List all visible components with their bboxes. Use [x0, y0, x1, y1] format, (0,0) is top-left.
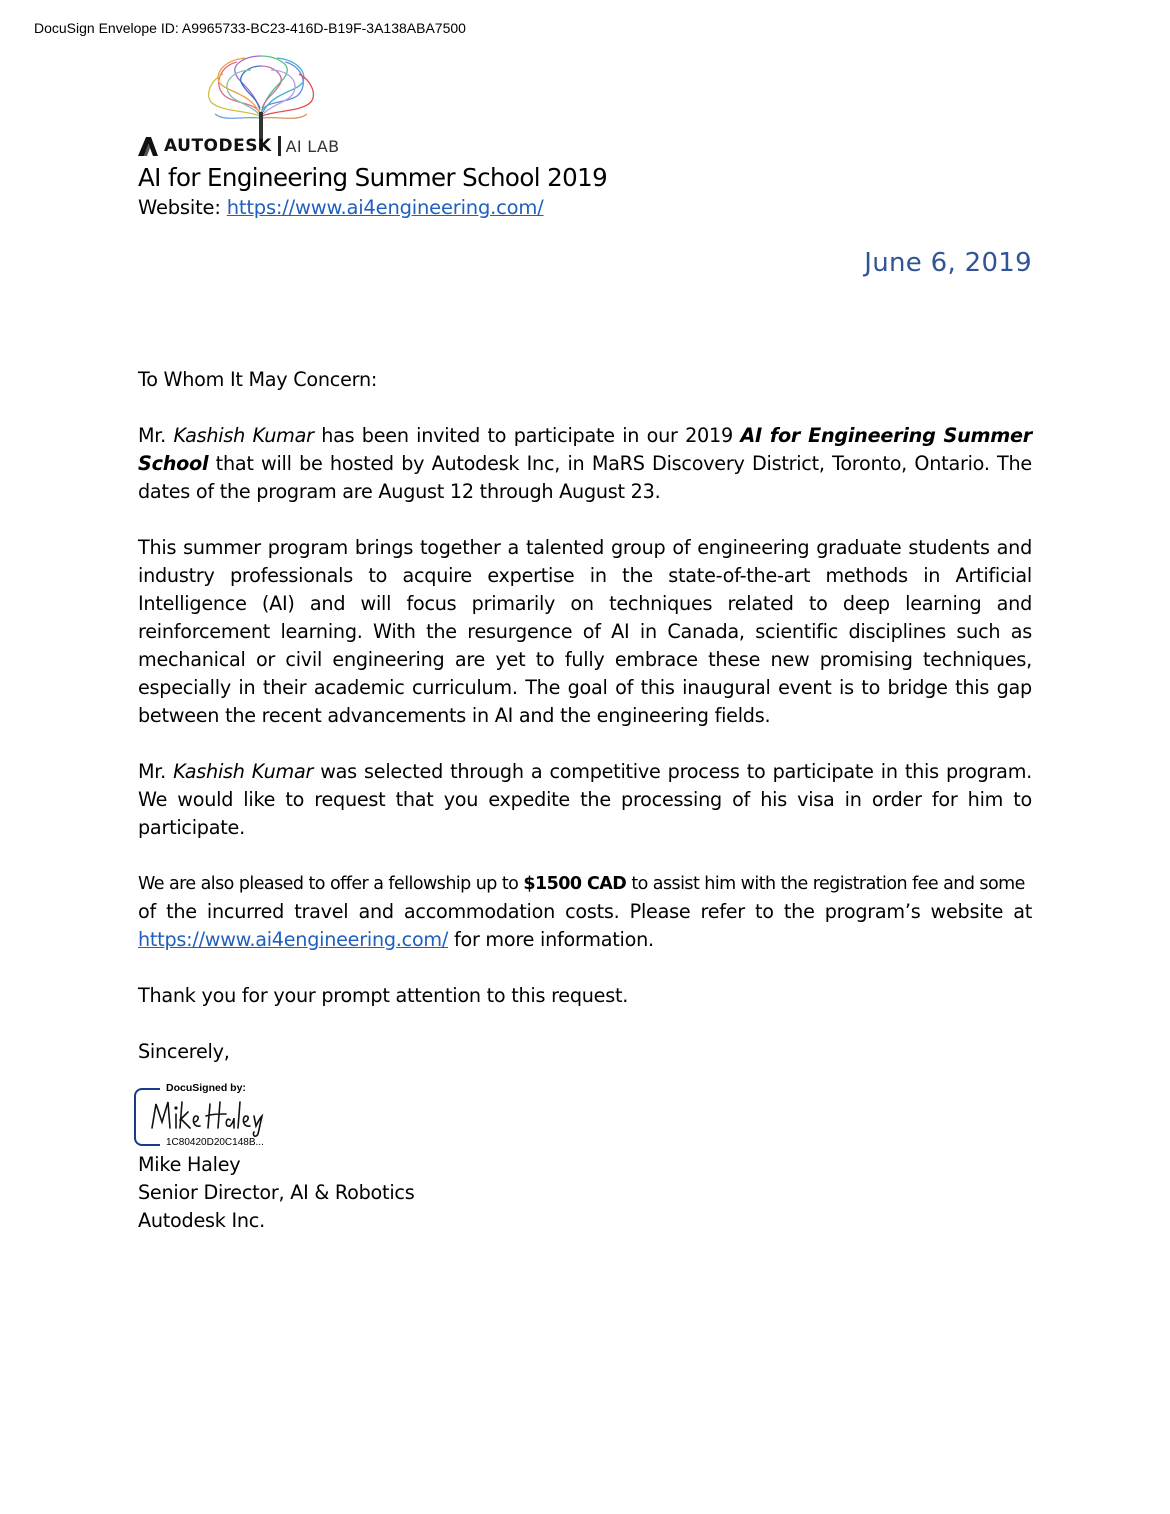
signer-company: Autodesk Inc.	[138, 1209, 265, 1232]
participant-name: Kashish Kumar	[173, 424, 314, 447]
fellowship-text: We are also pleased to offer a fellowship up to	[138, 874, 519, 894]
signer-title: Senior Director, AI & Robotics	[138, 1181, 415, 1204]
signature-script-text: Mike Haley	[148, 1092, 153, 1093]
invitation-text: has been invited to participate in our 2019	[321, 424, 733, 447]
more-info-text: for more information.	[453, 928, 654, 951]
salutation	[138, 366, 1032, 394]
prefix: Mr.	[138, 424, 167, 447]
website-label: Website:	[138, 196, 221, 219]
thanks	[138, 982, 1032, 1010]
signature-id: 1C80420D20C148B...	[166, 1137, 264, 1148]
invitation-details: that will be hosted by Autodesk Inc, in MaRS Discovery District, Toronto, Ontario. The dates of the program are August 12 through August 23.	[138, 452, 1032, 503]
program-name: AI for Engineering Summer School	[138, 424, 1032, 475]
participant-name: Kashish Kumar	[173, 760, 314, 783]
salutation-text: To Whom It May Concern:	[138, 368, 378, 391]
logo-unit-text: AI LAB	[285, 136, 340, 156]
signer-block	[138, 1151, 414, 1235]
website-link[interactable]: https://www.ai4engineering.com/	[226, 196, 544, 219]
website-line	[138, 196, 544, 219]
program-website-link[interactable]: https://www.ai4engineering.com/	[138, 928, 449, 951]
docusign-signature-block	[134, 1082, 274, 1146]
autodesk-ai-lab-logo	[137, 52, 347, 160]
paragraph-invitation	[138, 422, 1032, 506]
closing	[138, 1038, 1032, 1066]
fellowship-text-after: to assist him with the registration fee and some	[631, 874, 1025, 894]
docusigned-label: DocuSigned by:	[166, 1082, 246, 1094]
thanks-text: Thank you for your prompt attention to this request.	[138, 984, 629, 1007]
fellowship-costs: of the incurred travel and accommodation costs. Please refer to the program’s website at	[138, 900, 1032, 923]
docusign-envelope-id: DocuSign Envelope ID: A9965733-BC23-416D-B19F-3A138ABA7500	[34, 20, 466, 36]
program-description: This summer program brings together a talented group of engineering graduate students and industry professionals to acquire expertise in the state-of-the-art methods in Artificial Intelligence (AI) and will focus primarily on techniques related to deep learning and reinforcement learning. With the resurgence of AI in Canada, scientific disciplines such as mechanical or civil engineering are yet to fully embrace these new promising techniques, especially in their academic curriculum. The goal of this inaugural event is to bridge this gap between the recent advancements in AI and the engineering fields.	[138, 536, 1032, 727]
logo-brand-text: AUTODESK	[164, 136, 272, 156]
autodesk-a-icon	[137, 135, 159, 157]
paragraph-program	[138, 534, 1032, 730]
logo-divider	[278, 136, 281, 156]
handwritten-signature	[148, 1092, 268, 1138]
prefix: Mr.	[138, 760, 167, 783]
signer-name: Mike Haley	[138, 1153, 241, 1176]
paragraph-selection	[138, 758, 1032, 842]
closing-text: Sincerely,	[138, 1040, 230, 1063]
letter-date: June 6, 2019	[864, 248, 1032, 278]
fellowship-amount: $1500 CAD	[523, 874, 627, 894]
page-title: AI for Engineering Summer School 2019	[138, 163, 608, 192]
selection-text: was selected through a competitive process to participate in this program. We would like to request that you expedite the processing of his visa in order for him to participate.	[138, 760, 1032, 839]
paragraph-fellowship	[138, 870, 1032, 954]
